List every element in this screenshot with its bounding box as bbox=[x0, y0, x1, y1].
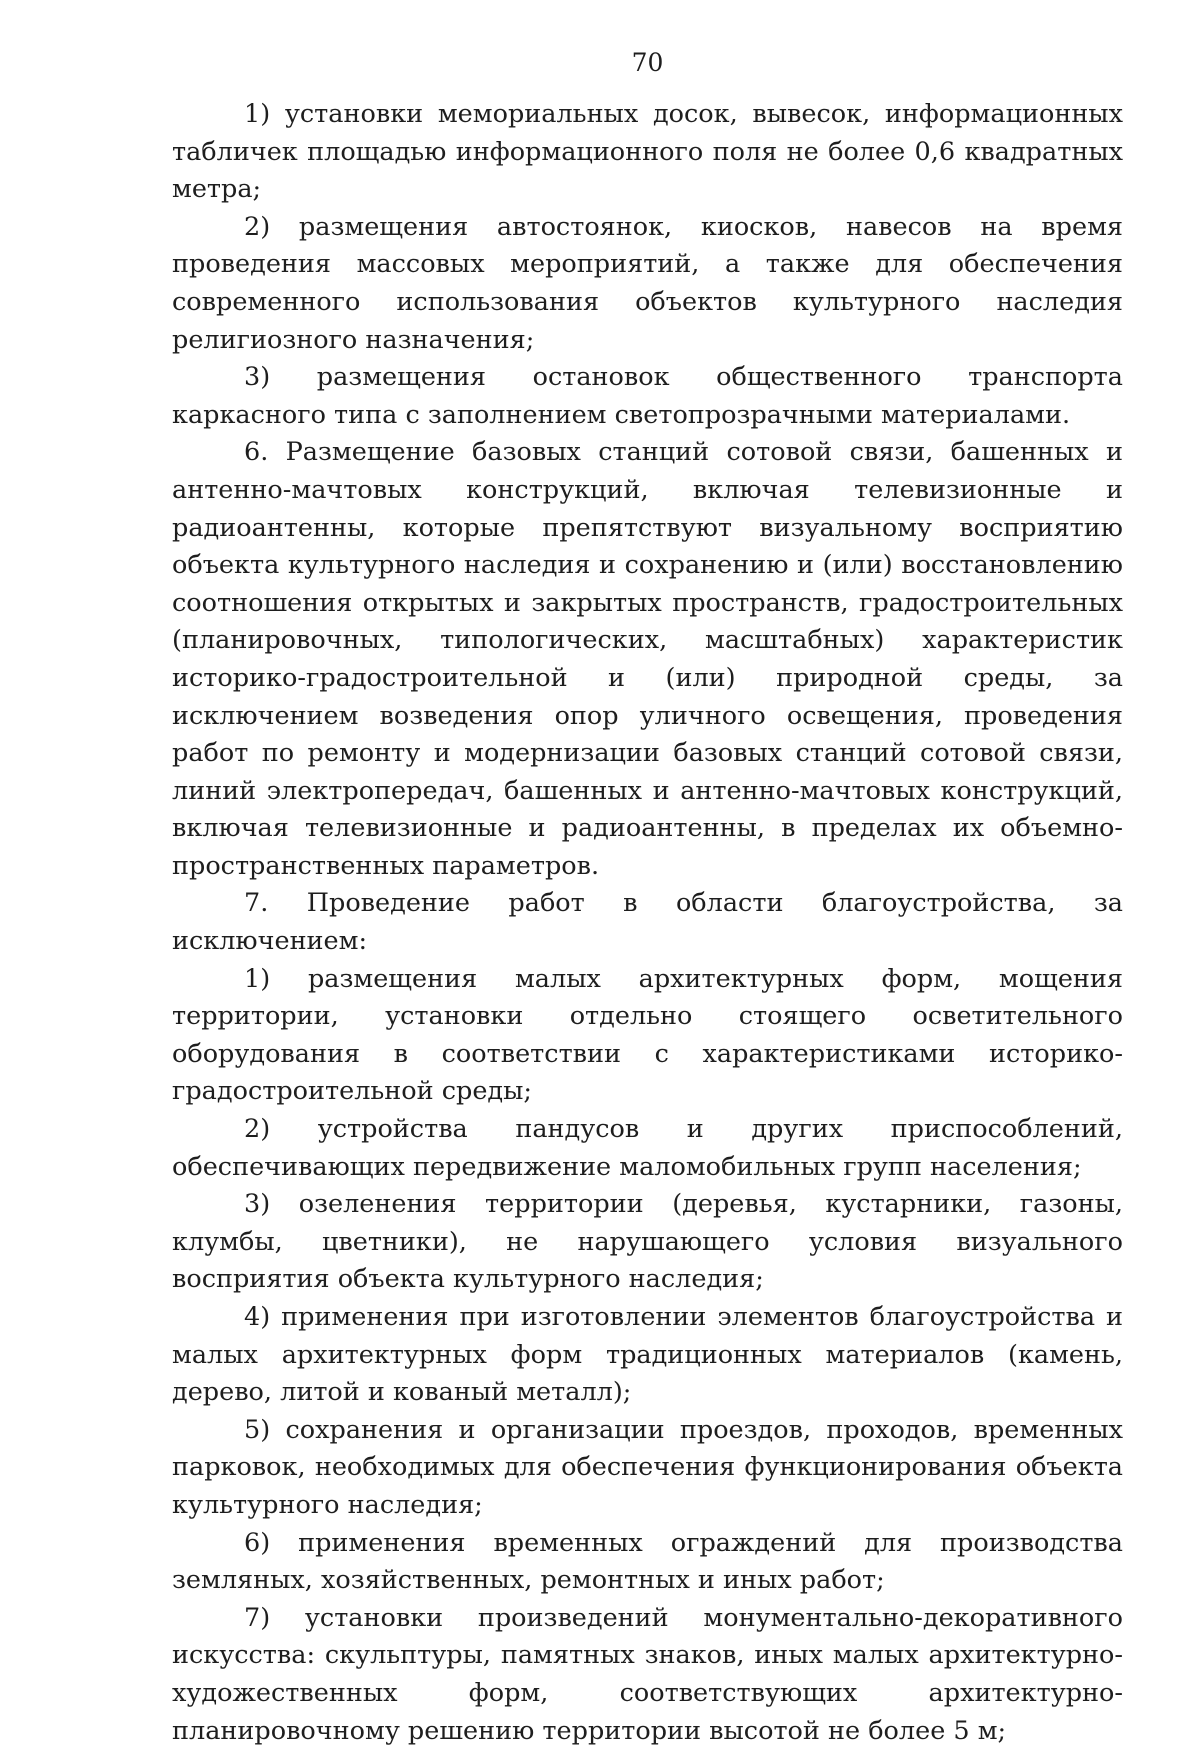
page-number: 70 bbox=[631, 48, 664, 77]
paragraph-item-1-small-forms: 1) размещения малых архитектурных форм, мощения территории, установки отдельно стоящего осветительного оборудования в соответствии с характеристиками историко-градостроительной среды; bbox=[172, 963, 1123, 1107]
paragraph-item-2-ramps: 2) устройства пандусов и других приспособлений, обеспечивающих передвижение маломобильных групп населения; bbox=[172, 1114, 1123, 1182]
paragraph-item-7-monumental-art: 7) установки произведений монументально-декоративного искусства: скульптуры, памятных знаков, иных малых архитектурно-художественных форм, соответствующих архитектурно-планировочному решению территории высотой не более 5 м; bbox=[172, 1602, 1123, 1746]
paragraph-item-1-memorial-plaques: 1) установки мемориальных досок, вывесок, информационных табличек площадью информационного поля не более 0,6 квадратных метра; bbox=[172, 99, 1123, 205]
paragraph-item-4-traditional-materials: 4) применения при изготовлении элементов благоустройства и малых архитектурных форм традиционных материалов (камень, дерево, литой и кованый металл); bbox=[172, 1302, 1123, 1408]
paragraph-item-6-temporary-fences: 6) применения временных ограждений для производства земляных, хозяйственных, ремонтных и иных работ; bbox=[172, 1527, 1123, 1596]
paragraph-item-5-driveways: 5) сохранения и организации проездов, проходов, временных парковок, необходимых для обеспечения функционирования объекта культурного наследия; bbox=[172, 1414, 1123, 1520]
paragraph-section-7-landscaping: 7. Проведение работ в области благоустройства, за исключением: bbox=[172, 888, 1123, 957]
paragraph-item-3-transport-stops: 3) размещения остановок общественного транспорта каркасного типа с заполнением светопрозрачными материалами. bbox=[172, 362, 1123, 430]
document-page bbox=[172, 48, 1123, 1750]
paragraph-section-6-base-stations: 6. Размещение базовых станций сотовой связи, башенных и антенно-мачтовых конструкций, включая телевизионные и радиоантенны, которые препятствуют визуальному восприятию объекта культурного наследия и сохранению и (или) восстановлению соотношения открытых и закрытых пространств, градостроительных (планировочных, типологических, масштабных) характеристик историко-градостроительной и (или) природной среды, за исключением возведения опор уличного освещения, проведения работ по ремонту и модернизации базовых станций сотовой связи, линий электропередач, башенных и антенно-мачтовых конструкций, включая телевизионные и радиоантенны, в пределах их объемно- пространственных параметров. bbox=[172, 437, 1123, 881]
paragraph-item-3-greening: 3) озеленения территории (деревья, кустарники, газоны, клумбы, цветники), не нарушающего условия визуального восприятия объекта культурного наследия; bbox=[172, 1189, 1123, 1295]
paragraph-item-2-parking-kiosks: 2) размещения автостоянок, киосков, навесов на время проведения массовых мероприятий, а также для обеспечения современного использования объектов культурного наследия религиозного назначения; bbox=[172, 211, 1123, 355]
